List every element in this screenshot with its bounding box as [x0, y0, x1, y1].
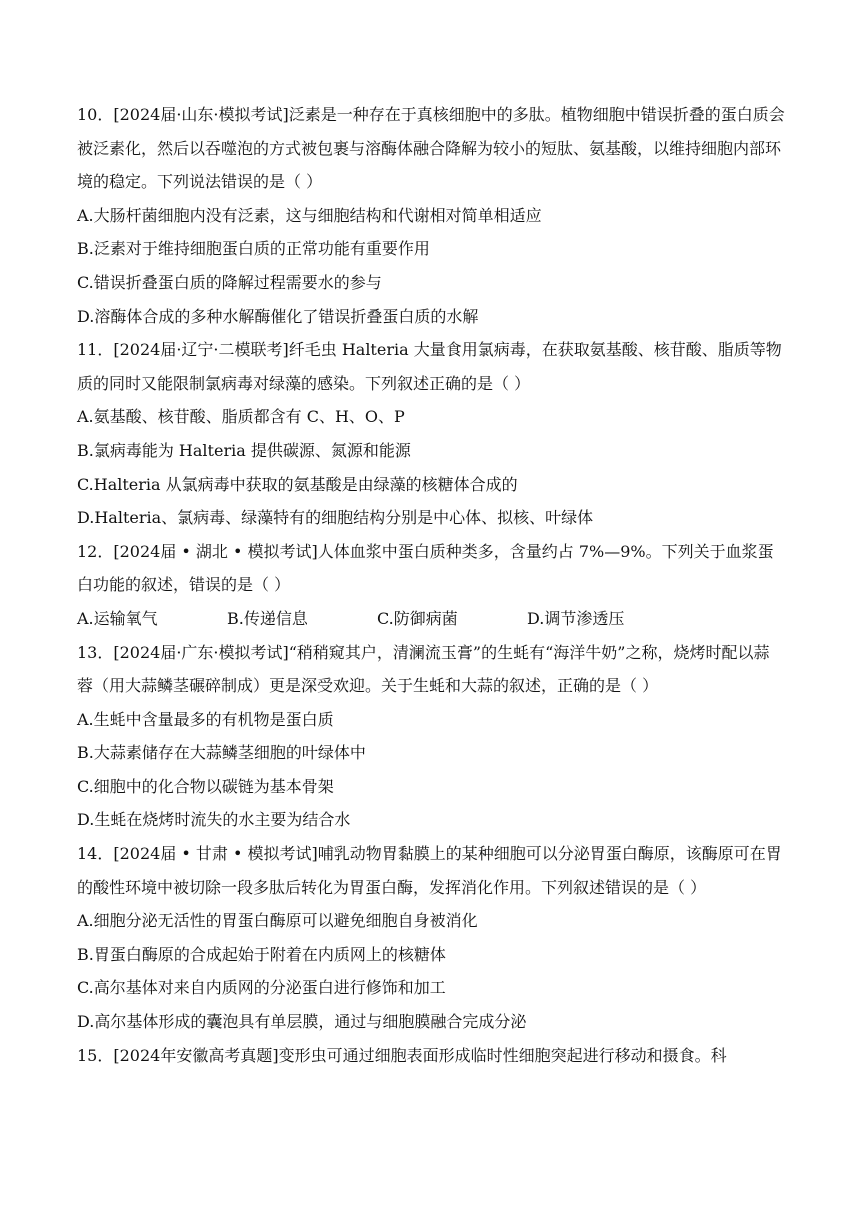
question-12-option-b: B.传递信息: [227, 608, 308, 628]
question-12-option-d: D.调节渗透压: [527, 608, 625, 628]
question-13-option-a: A.生蚝中含量最多的有机物是蛋白质: [77, 709, 334, 729]
question-14-option-c: C.高尔基体对来自内质网的分泌蛋白进行修饰和加工: [77, 978, 446, 998]
question-14-option-b: B.胃蛋白酶原的合成起始于附着在内质网上的核糖体: [77, 944, 446, 964]
question-11-stem: 11．[2024届·辽宁·二模联考]纤毛虫 Halteria 大量食用氯病毒，在获取氨基酸、核苷酸、脂质等物质的同时又能限制氯病毒对绿藻的感染。下列叙述正确的是（ ）: [77, 340, 782, 393]
question-14-option-a: A.细胞分泌无活性的胃蛋白酶原可以避免细胞自身被消化: [77, 911, 478, 931]
question-15-stem: 15．[2024年安徽高考真题]变形虫可通过细胞表面形成临时性细胞突起进行移动和摄食。科: [77, 1045, 727, 1065]
question-12-options: [77, 602, 785, 636]
question-11-option-a: A.氨基酸、核苷酸、脂质都含有 C、H、O、P: [77, 407, 405, 427]
question-11-option-b: B.氯病毒能为 Halteria 提供碳源、氮源和能源: [77, 440, 411, 460]
question-11-option-c: C.Halteria 从氯病毒中获取的氨基酸是由绿藻的核糖体合成的: [77, 474, 518, 494]
question-10-stem: 10．[2024届·山东·模拟考试]泛素是一种存在于真核细胞中的多肽。植物细胞中错误折叠的蛋白质会被泛素化，然后以吞噬泡的方式被包裹与溶酶体融合降解为较小的短肽、氨基酸，以维持细胞内部环境的稳定。下列说法错误的是（ ）: [77, 105, 785, 192]
question-10-option-d: D.溶酶体合成的多种水解酶催化了错误折叠蛋白质的水解: [77, 306, 479, 326]
question-13-option-b: B.大蒜素储存在大蒜鳞茎细胞的叶绿体中: [77, 743, 366, 763]
question-14-option-d: D.高尔基体形成的囊泡具有单层膜，通过与细胞膜融合完成分泌: [77, 1012, 527, 1032]
question-12-option-a: A.运输氧气: [77, 608, 158, 628]
question-12-stem: 12．[2024届 • 湖北 • 模拟考试]人体血浆中蛋白质种类多，含量约占 7%—9%。下列关于血浆蛋白功能的叙述，错误的是（ ）: [77, 541, 774, 595]
question-10-option-a: A.大肠杆菌细胞内没有泛素，这与细胞结构和代谢相对简单相适应: [77, 205, 542, 225]
question-list: [77, 98, 785, 1072]
question-13-option-d: D.生蚝在烧烤时流失的水主要为结合水: [77, 810, 351, 830]
question-14-stem: 14．[2024届 • 甘肃 • 模拟考试]哺乳动物胃黏膜上的某种细胞可以分泌胃蛋白酶原，该酶原可在胃的酸性环境中被切除一段多肽后转化为胃蛋白酶，发挥消化作用。下列叙述错误的是（ ）: [77, 844, 782, 897]
question-13-stem: 13．[2024届·广东·模拟考试]“稍稍窥其户，清澜流玉膏”的生蚝有“海洋牛奶”之称，烧烤时配以蒜蓉（用大蒜鳞茎碾碎制成）更是深受欢迎。关于生蚝和大蒜的叙述，正确的是（ ）: [77, 642, 770, 696]
question-10-option-c: C.错误折叠蛋白质的降解过程需要水的参与: [77, 272, 382, 292]
question-13-option-c: C.细胞中的化合物以碳链为基本骨架: [77, 776, 334, 796]
question-10-option-b: B.泛素对于维持细胞蛋白质的正常功能有重要作用: [77, 239, 430, 259]
question-12-option-c: C.防御病菌: [377, 608, 458, 628]
question-11-option-d: D.Halteria、氯病毒、绿藻特有的细胞结构分别是中心体、拟核、叶绿体: [77, 508, 594, 528]
